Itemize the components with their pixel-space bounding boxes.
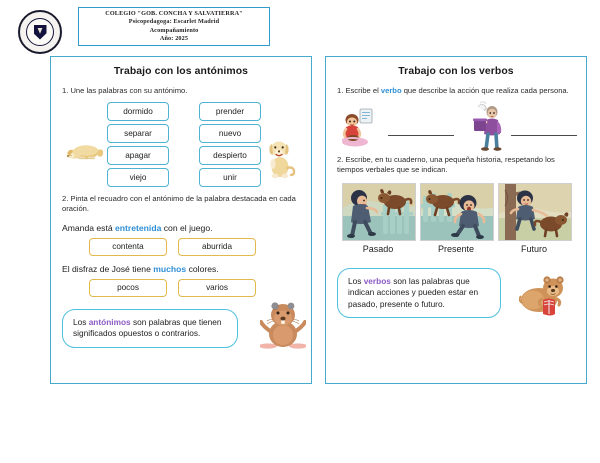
sentence-highlight-word: muchos: [153, 263, 187, 274]
header-title-box: [78, 7, 270, 46]
child-painting-illustration: [340, 107, 374, 147]
answer-line-1[interactable]: [388, 135, 454, 136]
antonyms-option-row-2: [51, 279, 311, 297]
option-box[interactable]: varios: [178, 279, 256, 297]
definition-highlight-word: verbos: [363, 275, 391, 286]
antonyms-exercise1-instruction: 1. Une las palabras con su antónimo.: [62, 86, 188, 95]
antonyms-panel-title: Trabajo con los antónimos: [113, 66, 249, 77]
school-crest-logo: [18, 10, 62, 54]
sentence-highlight-word: entretenida: [115, 222, 162, 233]
antonyms-right-word-column: [199, 102, 261, 187]
definition-text-after: son palabras que tienen significados opuestos o contrarios.: [73, 316, 222, 338]
antonyms-sentence-2: [51, 264, 311, 274]
verbs-panel-title: Trabajo con los verbos: [398, 66, 514, 77]
antonyms-option-row-1: [51, 238, 311, 256]
instruction-text-after: que describe la acción que realiza cada persona.: [401, 86, 569, 95]
word-box[interactable]: nuevo: [199, 124, 261, 143]
tense-item: [420, 183, 492, 254]
antonyms-definition-wrapper: [62, 309, 300, 348]
header-line-program: Acompañamiento: [149, 26, 199, 34]
word-box[interactable]: unir: [199, 168, 261, 187]
verbs-answer-row: [326, 101, 586, 151]
beaver-cheering-illustration: [260, 300, 306, 350]
boy-climbing-tree-with-dog-illustration: [498, 183, 572, 241]
antonyms-matching-area: [51, 102, 311, 194]
verbs-exercise2-instruction: 2. Escribe, en tu cuaderno, una pequeña historia, respetando los tiempos verbales que se indican.: [337, 154, 555, 174]
verb-tense-row: [326, 183, 586, 254]
antonyms-definition-box: [62, 309, 238, 348]
sitting-dog-illustration: [263, 135, 297, 179]
sleeping-dog-illustration: [64, 138, 104, 162]
bear-reading-book-illustration: [519, 270, 571, 316]
verbs-worksheet-panel: [325, 56, 587, 384]
word-box[interactable]: despierto: [199, 146, 261, 165]
tense-label: Presente: [437, 243, 475, 254]
tense-item: [342, 183, 414, 254]
sentence-text-before: El disfraz de José tiene: [62, 263, 154, 274]
antonyms-worksheet-panel: [50, 56, 312, 384]
instruction-highlight-word: verbo: [380, 86, 402, 95]
tense-label: Pasado: [362, 243, 394, 254]
header-line-psychopedagogue: Psicopedagoga: Escarlet Madrid: [128, 18, 220, 26]
header-line-year: Año: 2025: [159, 34, 189, 42]
word-box[interactable]: prender: [199, 102, 261, 121]
option-box[interactable]: pocos: [89, 279, 167, 297]
definition-text-before: Los: [73, 316, 89, 327]
girl-meeting-dog-over-fence-illustration: [342, 183, 416, 241]
option-box[interactable]: contenta: [89, 238, 167, 256]
antonyms-sentence-1: [51, 223, 311, 233]
word-box[interactable]: apagar: [107, 146, 169, 165]
crest-inner-ring: [26, 18, 54, 46]
verbs-exercise1-instruction: [326, 86, 586, 97]
definition-text-after: son las palabras que indican acciones y pueden estar en pasado, presente o futuro.: [348, 275, 479, 309]
tense-item: [498, 183, 570, 254]
answer-line-2[interactable]: [511, 135, 577, 136]
verbs-definition-box: [337, 268, 501, 319]
option-box[interactable]: aburrida: [178, 238, 256, 256]
definition-highlight-word: antónimos: [88, 316, 131, 327]
instruction-text-before: 1. Escribe el: [337, 86, 381, 95]
sentence-text-before: Amanda está: [62, 222, 116, 233]
definition-text-before: Los: [348, 275, 364, 286]
antonyms-exercise2-instruction: 2. Pinta el recuadro con el antónimo de la palabra destacada en cada oración.: [62, 193, 296, 213]
word-box[interactable]: separar: [107, 124, 169, 143]
antonyms-left-word-column: [107, 102, 169, 187]
verbs-definition-wrapper: [337, 268, 575, 319]
sentence-text-after: colores.: [186, 263, 219, 274]
tense-label: Futuro: [520, 243, 547, 254]
sentence-text-after: con el juego.: [161, 222, 213, 233]
person-carrying-pot-illustration: [466, 101, 506, 151]
word-box[interactable]: dormido: [107, 102, 169, 121]
dog-chasing-boy-running-illustration: [420, 183, 494, 241]
header-line-school: COLEGIO "GOB. CONCHA Y SALVATIERRA": [105, 9, 243, 17]
crest-shield-icon: [34, 25, 47, 40]
word-box[interactable]: viejo: [107, 168, 169, 187]
page-header: [0, 0, 600, 52]
